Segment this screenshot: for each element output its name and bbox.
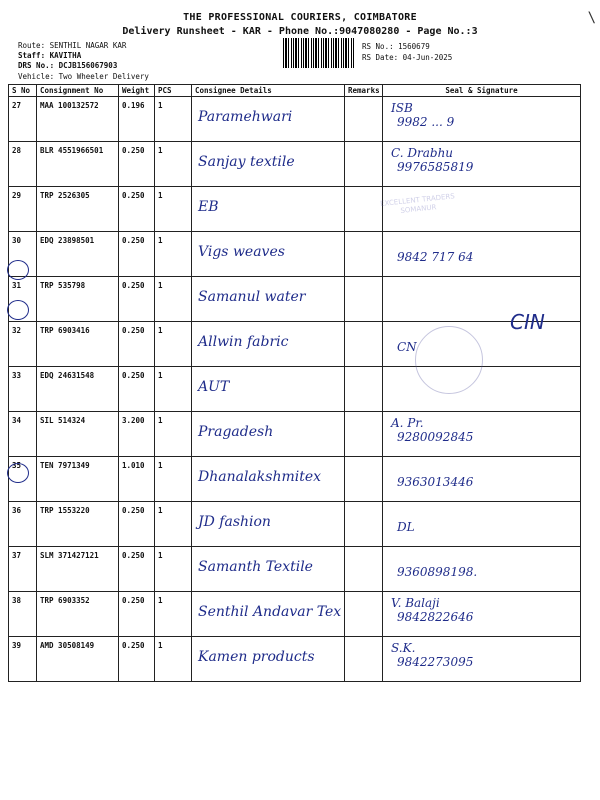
signature-sig2: 9842822646 [397,610,474,624]
cell-signature [383,592,581,637]
table-row [9,637,581,682]
corner-mark: \ [587,10,596,26]
cell-consignment: BLR 4551966501 [37,142,119,187]
barcode [283,38,355,68]
cell-signature [383,457,581,502]
route-label: Route: SENTHIL NAGAR KAR [18,41,127,50]
cell-pcs: 1 [155,277,192,322]
table-row [9,592,581,637]
table-row [9,502,581,547]
cell-consignment: SIL 514324 [37,412,119,457]
col-sno: S No [9,85,37,97]
cell-pcs: 1 [155,187,192,232]
cell-pcs: 1 [155,502,192,547]
table-header [9,85,581,97]
cell-weight: 0.196 [119,97,155,142]
signature-sig2: 9360898198. [397,565,478,579]
vehicle-label: Vehicle: Two Wheeler Delivery [18,72,149,81]
table-row [9,142,581,187]
cell-remarks [345,457,383,502]
cell-consignee [192,592,345,637]
cell-sno: 38 [9,592,37,637]
col-remarks: Remarks [345,85,383,97]
table-row [9,97,581,142]
cell-pcs: 1 [155,322,192,367]
cell-weight: 0.250 [119,502,155,547]
cell-weight: 0.250 [119,187,155,232]
signature-sig2: 9982 ... 9 [397,115,455,129]
cell-sno: 30 [9,232,37,277]
cell-pcs: 1 [155,142,192,187]
company-stamp: EXCELLENT TRADERS SOMANUR [379,192,456,216]
cell-weight: 3.200 [119,412,155,457]
cell-consignee [192,187,345,232]
consignee-handwriting: Kamen products [198,649,315,665]
page-title: THE PROFESSIONAL COURIERS, COIMBATORE [183,12,417,23]
cell-signature [383,142,581,187]
consignee-handwriting: JD fashion [198,514,271,530]
cell-consignee [192,502,345,547]
col-consignee: Consignee Details [192,85,345,97]
col-pcs: PCS [155,85,192,97]
signature-sig2: CN [397,340,417,354]
signature-sig2: 9280092845 [397,430,474,444]
cell-sno: 36 [9,502,37,547]
cell-pcs: 1 [155,232,192,277]
cell-consignee [192,457,345,502]
cell-remarks [345,97,383,142]
cell-consignee [192,97,345,142]
cell-remarks [345,322,383,367]
cell-signature [383,367,581,412]
table-row [9,367,581,412]
cell-remarks [345,502,383,547]
cell-remarks [345,142,383,187]
cell-consignment: SLM 371427121 [37,547,119,592]
signature-sig1: C. Drabhu [391,146,454,160]
cell-weight: 0.250 [119,142,155,187]
cell-consignment: EDQ 24631548 [37,367,119,412]
cell-pcs: 1 [155,547,192,592]
cell-consignment: TEN 7971349 [37,457,119,502]
signature-sig2: 9842 717 64 [397,250,474,264]
signature-sig2: 9976585819 [397,160,474,174]
table-row [9,277,581,322]
cell-sno: 33 [9,367,37,412]
cell-sno: 34 [9,412,37,457]
cell-weight: 0.250 [119,547,155,592]
cell-signature [383,277,581,322]
cell-consignment: AMD 30508149 [37,637,119,682]
page-subtitle: Delivery Runsheet - KAR - Phone No.:9047080280 - Page No.:3 [122,26,478,37]
cell-consignment: EDQ 23898501 [37,232,119,277]
cell-remarks [345,592,383,637]
cell-weight: 1.010 [119,457,155,502]
cell-remarks [345,547,383,592]
consignee-handwriting: Vigs weaves [198,244,285,260]
cell-signature [383,412,581,457]
cell-signature [383,502,581,547]
cell-weight: 0.250 [119,322,155,367]
cell-consignee [192,277,345,322]
consignee-handwriting: Samanth Textile [198,559,313,575]
consignee-handwriting: Samanul water [198,289,306,305]
cell-consignment: MAA 100132572 [37,97,119,142]
cell-weight: 0.250 [119,232,155,277]
circle-mark-31 [7,260,29,280]
signature-sig2: 9363013446 [397,475,474,489]
signature-sig1: A. Pr. [391,416,424,430]
cell-pcs: 1 [155,637,192,682]
cell-sno: 39 [9,637,37,682]
staff-label: Staff: KAVITHA [18,51,82,60]
cn-mark: CIN [510,310,545,334]
cell-consignment: TRP 6903352 [37,592,119,637]
cell-remarks [345,277,383,322]
cell-consignment: TRP 2526305 [37,187,119,232]
cell-remarks [345,637,383,682]
rs-number: RS No.: 1560679 [362,42,430,51]
table-row [9,412,581,457]
cell-signature [383,547,581,592]
cell-consignment: TRP 6903416 [37,322,119,367]
consignee-handwriting: Senthil Andavar Tex [198,604,342,620]
cell-sno: 35 [9,457,37,502]
col-consignment: Consignment No [37,85,119,97]
cell-consignee [192,412,345,457]
drs-label: DRS No.: DCJB156067903 [18,61,118,70]
consignee-handwriting: Allwin fabric [198,334,289,350]
cell-consignee [192,322,345,367]
cell-consignee [192,367,345,412]
signature-sig1: V. Balaji [391,596,440,610]
signature-sig1: S.K. [391,641,416,655]
table-row [9,232,581,277]
cell-weight: 0.250 [119,637,155,682]
cell-remarks [345,412,383,457]
col-weight: Weight [119,85,155,97]
round-seal [415,326,483,394]
consignee-handwriting: Pragadesh [198,424,274,440]
cell-pcs: 1 [155,457,192,502]
cell-consignee [192,142,345,187]
cell-signature [383,97,581,142]
cell-consignee [192,547,345,592]
circle-mark-36 [7,463,29,483]
cell-pcs: 1 [155,592,192,637]
cell-pcs: 1 [155,412,192,457]
table-row [9,187,581,232]
cell-sno: 28 [9,142,37,187]
cell-sno: 27 [9,97,37,142]
runsheet-table [8,84,581,682]
cell-signature [383,637,581,682]
cell-weight: 0.250 [119,277,155,322]
cell-consignment: TRP 535798 [37,277,119,322]
consignee-handwriting: Dhanalakshmitex [198,469,322,485]
cell-consignee [192,232,345,277]
table-row [9,457,581,502]
rs-date: RS Date: 04-Jun-2025 [362,53,453,62]
cell-pcs: 1 [155,97,192,142]
table-row [9,322,581,367]
cell-sno: 37 [9,547,37,592]
signature-sig1: ISB [391,101,413,115]
signature-sig2: DL [397,520,415,534]
cell-consignee [192,637,345,682]
consignee-handwriting: Paramehwari [198,109,293,125]
cell-consignment: TRP 1553220 [37,502,119,547]
cell-pcs: 1 [155,367,192,412]
cell-weight: 0.250 [119,592,155,637]
cell-weight: 0.250 [119,367,155,412]
circle-mark-32 [7,300,29,320]
consignee-handwriting: Sanjay textile [198,154,295,170]
table-row [9,547,581,592]
col-seal-signature: Seal & Signature [383,85,581,97]
cell-sno: 29 [9,187,37,232]
consignee-handwriting: AUT [198,379,230,395]
signature-sig2: 9842273095 [397,655,474,669]
cell-sno: 31 [9,277,37,322]
cell-sno: 32 [9,322,37,367]
cell-remarks [345,367,383,412]
consignee-handwriting: EB [198,199,219,215]
